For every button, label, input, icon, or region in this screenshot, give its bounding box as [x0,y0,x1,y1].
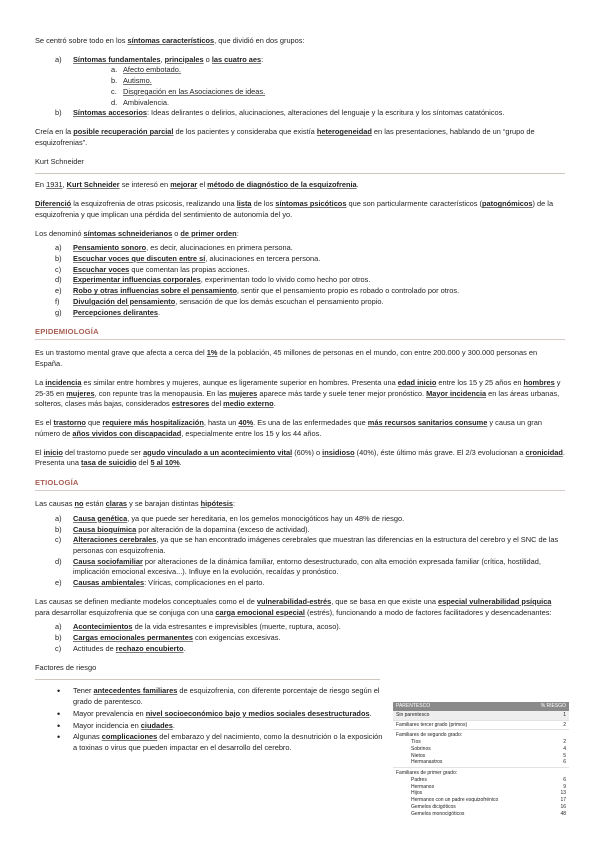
table-row: Padres 6 [411,776,566,783]
list-item: f) Divulgación del pensamiento, sensación de que los demás escuchan el pensamiento propio. [55,296,384,306]
column-header-kinship: PARENTESCO [396,703,431,709]
table-group-label: Familiares de segundo grado: [396,732,463,739]
divider [35,173,565,174]
list-item: a. Afecto embotado. [111,65,181,75]
epidemiologia-paragraph-2: La incidencia es similar entre hombres y mujeres, aunque es ligeramente superior en hombres. Presenta una edad inicio entre los 15 y 25 años en hombres y 25-35 en mujeres, con repunte tras la menopausia. En las mujeres aparece más tarde y suele tener mejor pronóstico. Mayor incidencia en las áreas urbanas, solteros, clases más bajas, considerados estresores del medio externo. [35,377,561,409]
schneider-paragraph-1: En 1931, Kurt Schneider se interesó en mejorar el método de diagnóstico de la esquizofrenia. [35,180,359,190]
recovery-paragraph: Creía en la posible recuperación parcial de los pacientes y consideraba que existía heterogeneidad en las presentaciones, hablando de un “grupo de esquizofrenias”. [35,127,535,147]
list-item: a) Causa genética, ya que puede ser hereditaria, en los gemelos monocigóticos hay un 48% de riesgo. [55,513,405,523]
epidemiologia-paragraph-1: Es un trastorno mental grave que afecta a cerca del 1% de la población, 45 millones de personas en el mundo, con entre 200.000 y 300.000 personas en España. [35,348,538,369]
schneider-paragraph-3: Los denominó síntomas schneiderianos o de primer orden: [35,228,239,238]
risk-factors-list [35,686,387,753]
symptom-groups-list [35,55,565,119]
list-item: a) Acontecimientos de la vida estresantes e imprevisibles (muerte, ruptura, acoso). [55,622,341,632]
table-header [393,702,569,711]
list-item: d. Ambivalencia. [111,97,170,107]
epidemiologia-section-title: EPIDEMIOLOGÍA [35,326,565,340]
table-row: Nietos 5 [411,752,566,759]
list-item: c. Disgregación en las Asociaciones de ideas. [111,86,266,96]
intro-paragraph: Se centró sobre todo en los síntomas característicos, que dividió en dos grupos: [35,36,305,45]
risk-factors-heading: Factores de riesgo [35,662,97,672]
table-row: Hermanos con un padre esquizofrénico 17 [411,797,566,803]
table-row: Sobrinos 4 [411,745,566,752]
list-item: • Mayor prevalencia en nivel socioeconómico bajo y medios sociales desestructurados. [57,709,387,720]
table-row: Familiares tercer grado (primos) 2 [393,721,569,731]
etiologia-paragraph-2: Las causas se definen mediante modelos conceptuales como el de vulnerabilidad-estrés, que se basa en que existe una especial vulnerabilidad psíquica para desarrollar esquizofrenia que se conjuga con una carga emocional especial (estrés), funcionando a modo de factores facilitadores y desencadenantes: [35,596,552,617]
etiologia-paragraph-1: Las causas no están claras y se barajan distintas hipótesis: [35,499,236,509]
list-item: • Algunas complicaciones del embarazo y del nacimiento, como la desnutrición o la exposición a toxinas o virus que pueden impactar en el desarrollo del cerebro. [57,732,387,753]
triggers-list [35,622,565,654]
table-row: Sin parentesco 1 [393,711,569,721]
document-content [35,36,565,755]
schneider-heading: Kurt Schneider [35,156,84,166]
list-item: g) Percepciones delirantes. [55,307,161,317]
list-item: • Tener antecedentes familiares de esquizofrenia, con diferente porcentaje de riesgo según el grado de parentesco. [57,686,387,707]
schneider-paragraph-2: Diferenció la esquizofrenia de otras psicosis, realizando una lista de los síntomas psicóticos que son particularmente característicos (patognómicos) de la esquizofrenia y que implican una pérdida del sentimiento de autonomía del yo. [35,199,554,219]
list-item: c) Actitudes de rechazo encubierto. [55,643,186,653]
list-item: b) Cargas emocionales permanentes con exigencias excesivas. [55,633,281,643]
list-item: b) Escuchar voces que discuten entre sí, alucinaciones en tercera persona. [55,254,321,264]
list-item: e) Robo y otras influencias sobre el pensamiento, sentir que el pensamiento propio es robado o controlado por otros. [55,286,460,296]
fundamental-symptoms-sublist [73,65,565,108]
list-item: a) Síntomas fundamentales, principales o las cuatro aes: a. Afecto embotado. b. Autismo. c. Disgregación en las Asociaciones de ideas. d. Ambivalencia. [55,55,565,109]
etiologia-section-title: ETIOLOGÍA [35,477,565,491]
table-row: Hermanos 9 [411,783,566,790]
table-row: Tíos 2 [411,739,566,745]
causes-list [35,514,565,589]
column-header-risk: % RIESGO [540,703,566,709]
table-row: Gemelos dicigóticos 16 [411,803,566,810]
table-row: Gemelos monocigóticos 48 [411,810,566,817]
table-row: Hermanastros 6 [393,759,569,768]
list-item: c) Escuchar voces que comentan las propias acciones. [55,264,250,274]
list-item: e) Causas ambientales: Víricas, complicaciones en el parto. [55,578,265,588]
table-row: Hijos 13 [411,790,566,797]
list-item: a) Pensamiento sonoro, es decir, alucinaciones en primera persona. [55,243,293,253]
list-item: b) Síntomas accesorios: Ideas delirantes o delirios, alucinaciones, alteraciones del lenguaje y la escritura y los síntomas catatónicos. [55,108,505,118]
epidemiologia-paragraph-3: Es el trastorno que requiere más hospitalización, hasta un 40%. Es una de las enfermedades que más recursos sanitarios consume y causa un gran número de años vividos con discapacidad, especialmente entre los 15 y los 44 años. [35,418,542,438]
kinship-risk-table [393,702,569,817]
first-rank-symptoms-list [35,243,565,318]
list-item: c) Alteraciones cerebrales, ya que se han encontrado imágenes cerebrales que muestran las diferencias en la estructura del cerebro y el SNC de las personas con esquizofrenia. [55,535,559,555]
divider [35,679,380,680]
list-item: b. Autismo. [111,76,152,86]
list-item: b) Causa bioquímica por alteración de la dopamina (exceso de actividad). [55,524,310,534]
list-item: d) Causa sociofamiliar por alteraciones de la dinámica familiar, entorno desestructurado, con alta emoción expresada familiar (crítica, hostilidad, implicación emocional excesiva...). Influye en la evolución, recaídas y pronóstico. [55,556,541,577]
epidemiologia-paragraph-4: El inicio del trastorno puede ser agudo vinculado a un acontecimiento vital (60%) o insidioso (40%), éste último más grave. El 2/3 evolucionan a cronicidad. Presenta una tasa de suicidio del 5 al 10%. [35,447,565,468]
table-group-label: Familiares de primer grado: [396,770,458,776]
list-item: d) Experimentar influencias corporales, experimentan todo lo vivido como hecho por otros. [55,275,371,285]
list-item: • Mayor incidencia en ciudades. [57,721,387,732]
